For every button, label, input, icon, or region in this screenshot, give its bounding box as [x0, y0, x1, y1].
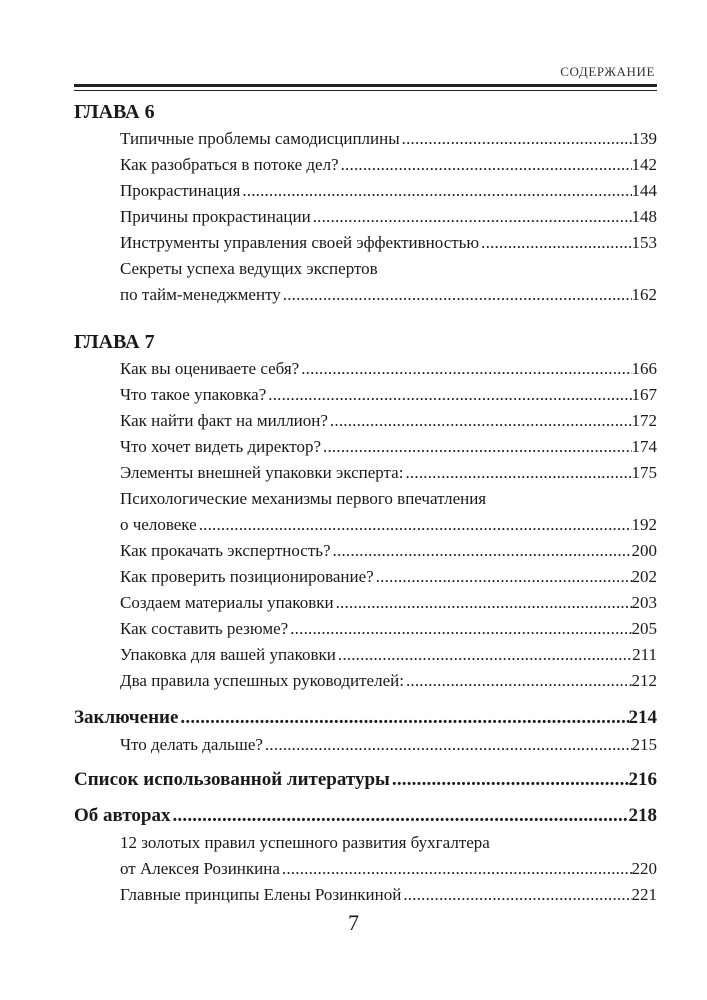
toc-entry-page: 218 — [628, 805, 657, 826]
leader-dots — [301, 356, 631, 382]
toc-entry[interactable] — [74, 126, 657, 152]
toc-entry[interactable] — [74, 282, 657, 308]
leader-dots — [405, 460, 631, 486]
toc-entry-page: 167 — [631, 385, 657, 404]
toc-entry-page: 142 — [631, 155, 657, 174]
toc-entry-title: Упаковка для вашей упаковки — [120, 645, 336, 664]
leader-dots — [180, 704, 628, 732]
header-rule-thick — [74, 84, 657, 87]
toc-entry[interactable] — [74, 434, 657, 460]
toc-entry-page: 153 — [631, 233, 657, 252]
toc-entry-page: 214 — [628, 707, 657, 728]
toc-entry-title: Как проверить позиционирование? — [120, 567, 374, 586]
leader-dots — [242, 178, 631, 204]
toc-entry[interactable] — [74, 590, 657, 616]
toc-entry-page: 192 — [631, 515, 657, 534]
toc-entry[interactable] — [74, 230, 657, 256]
toc-entry[interactable] — [74, 204, 657, 230]
leader-dots — [376, 564, 632, 590]
toc-entry-title: Заключение — [74, 707, 179, 728]
chapter-7-heading: ГЛАВА 7 — [74, 331, 155, 353]
toc-bibliography[interactable] — [74, 766, 657, 794]
toc-entry-page: 200 — [631, 541, 657, 560]
toc-entry-title-line1[interactable]: Секреты успеха ведущих экспертов — [120, 259, 378, 278]
toc-entry-title: Два правила успешных руководителей: — [120, 671, 404, 690]
leader-dots — [402, 126, 632, 152]
toc-entry-page: 211 — [632, 645, 657, 664]
toc-entry-title: Что делать дальше? — [120, 735, 263, 754]
running-head: СОДЕРЖАНИЕ — [560, 64, 655, 79]
toc-entry-title: Создаем материалы упаковки — [120, 593, 334, 612]
leader-dots — [283, 282, 632, 308]
toc-entry[interactable] — [74, 178, 657, 204]
toc-entry-page: 175 — [631, 463, 657, 482]
toc-entry-title-line2: по тайм-менеджменту — [120, 285, 281, 304]
leader-dots — [406, 668, 632, 694]
toc-entry-title: Что хочет видеть директор? — [120, 437, 322, 456]
toc-entry-title: Как прокачать экспертность? — [120, 541, 331, 560]
leader-dots — [172, 802, 628, 830]
toc-entry[interactable] — [74, 616, 657, 642]
leader-dots — [392, 766, 629, 794]
toc-entry-title-line1[interactable]: Психологические механизмы первого впечатления — [120, 489, 487, 508]
leader-dots — [265, 732, 632, 758]
toc-entry-title-line1[interactable]: 12 золотых правил успешного развития бухгалтера — [120, 833, 490, 852]
toc-entry-page: 166 — [631, 359, 657, 378]
toc-entry-title: Как составить резюме? — [120, 619, 289, 638]
toc-entry-title: Элементы внешней упаковки эксперта: — [120, 463, 404, 482]
toc-entry-page: 202 — [631, 567, 657, 586]
toc-entry-page: 212 — [631, 671, 657, 690]
toc-entry-title: Прокрастинация — [120, 181, 241, 200]
toc-entry-title: Типичные проблемы самодисциплины — [120, 129, 400, 148]
toc-entry-title: Инструменты управления своей эффективностью — [120, 233, 480, 252]
leader-dots — [336, 590, 632, 616]
toc-entry[interactable] — [74, 882, 657, 908]
toc-entry-title: Что такое упаковка? — [120, 385, 267, 404]
toc-entry-page: 215 — [631, 735, 657, 754]
toc-entry-page: 148 — [631, 207, 657, 226]
toc-entry[interactable] — [74, 382, 657, 408]
leader-dots — [290, 616, 631, 642]
toc-entry-title-line2: о человеке — [120, 515, 197, 534]
toc-entry-page: 220 — [631, 859, 657, 878]
toc-entry[interactable] — [74, 408, 657, 434]
leader-dots — [403, 882, 631, 908]
toc-conclusion[interactable] — [74, 704, 657, 732]
toc-authors[interactable] — [74, 802, 657, 830]
leader-dots — [333, 538, 632, 564]
toc-entry[interactable] — [74, 460, 657, 486]
toc-entry[interactable] — [74, 732, 657, 758]
toc-entry-title-line2: от Алексея Розинкина — [120, 859, 280, 878]
header-rule-thin — [74, 90, 657, 91]
toc-entry-page: 144 — [631, 181, 657, 200]
toc-entry-title: Как вы оцениваете себя? — [120, 359, 300, 378]
toc-entry[interactable] — [74, 668, 657, 694]
toc-entry-page: 203 — [631, 593, 657, 612]
leader-dots — [338, 642, 632, 668]
toc-entry[interactable] — [74, 856, 657, 882]
toc-entry-title: Как найти факт на миллион? — [120, 411, 328, 430]
page-number: 7 — [348, 910, 359, 935]
toc-entry-title: Об авторах — [74, 805, 171, 826]
chapter-6-heading: ГЛАВА 6 — [74, 101, 155, 123]
leader-dots — [199, 512, 632, 538]
toc-entry-title: Как разобраться в потоке дел? — [120, 155, 339, 174]
leader-dots — [268, 382, 631, 408]
toc-entry[interactable] — [74, 564, 657, 590]
toc-entry[interactable] — [74, 538, 657, 564]
toc-entry-title: Список использованной литературы — [74, 769, 390, 790]
toc-entry-page: 174 — [631, 437, 657, 456]
toc-entry-page: 221 — [631, 885, 657, 904]
leader-dots — [323, 434, 631, 460]
toc-entry-page: 216 — [628, 769, 657, 790]
toc-entry[interactable] — [74, 152, 657, 178]
toc-entry[interactable] — [74, 512, 657, 538]
toc-entry[interactable] — [74, 642, 657, 668]
leader-dots — [330, 408, 632, 434]
toc-entry-title: Главные принципы Елены Розинкиной — [120, 885, 402, 904]
leader-dots — [341, 152, 632, 178]
toc-entry-page: 172 — [631, 411, 657, 430]
leader-dots — [481, 230, 631, 256]
toc-entry-title: Причины прокрастинации — [120, 207, 311, 226]
leader-dots — [313, 204, 632, 230]
toc-entry-page: 162 — [631, 285, 657, 304]
toc-entry-page: 205 — [631, 619, 657, 638]
toc-entry[interactable] — [74, 356, 657, 382]
table-of-contents — [74, 98, 657, 908]
toc-entry-page: 139 — [631, 129, 657, 148]
leader-dots — [282, 856, 632, 882]
